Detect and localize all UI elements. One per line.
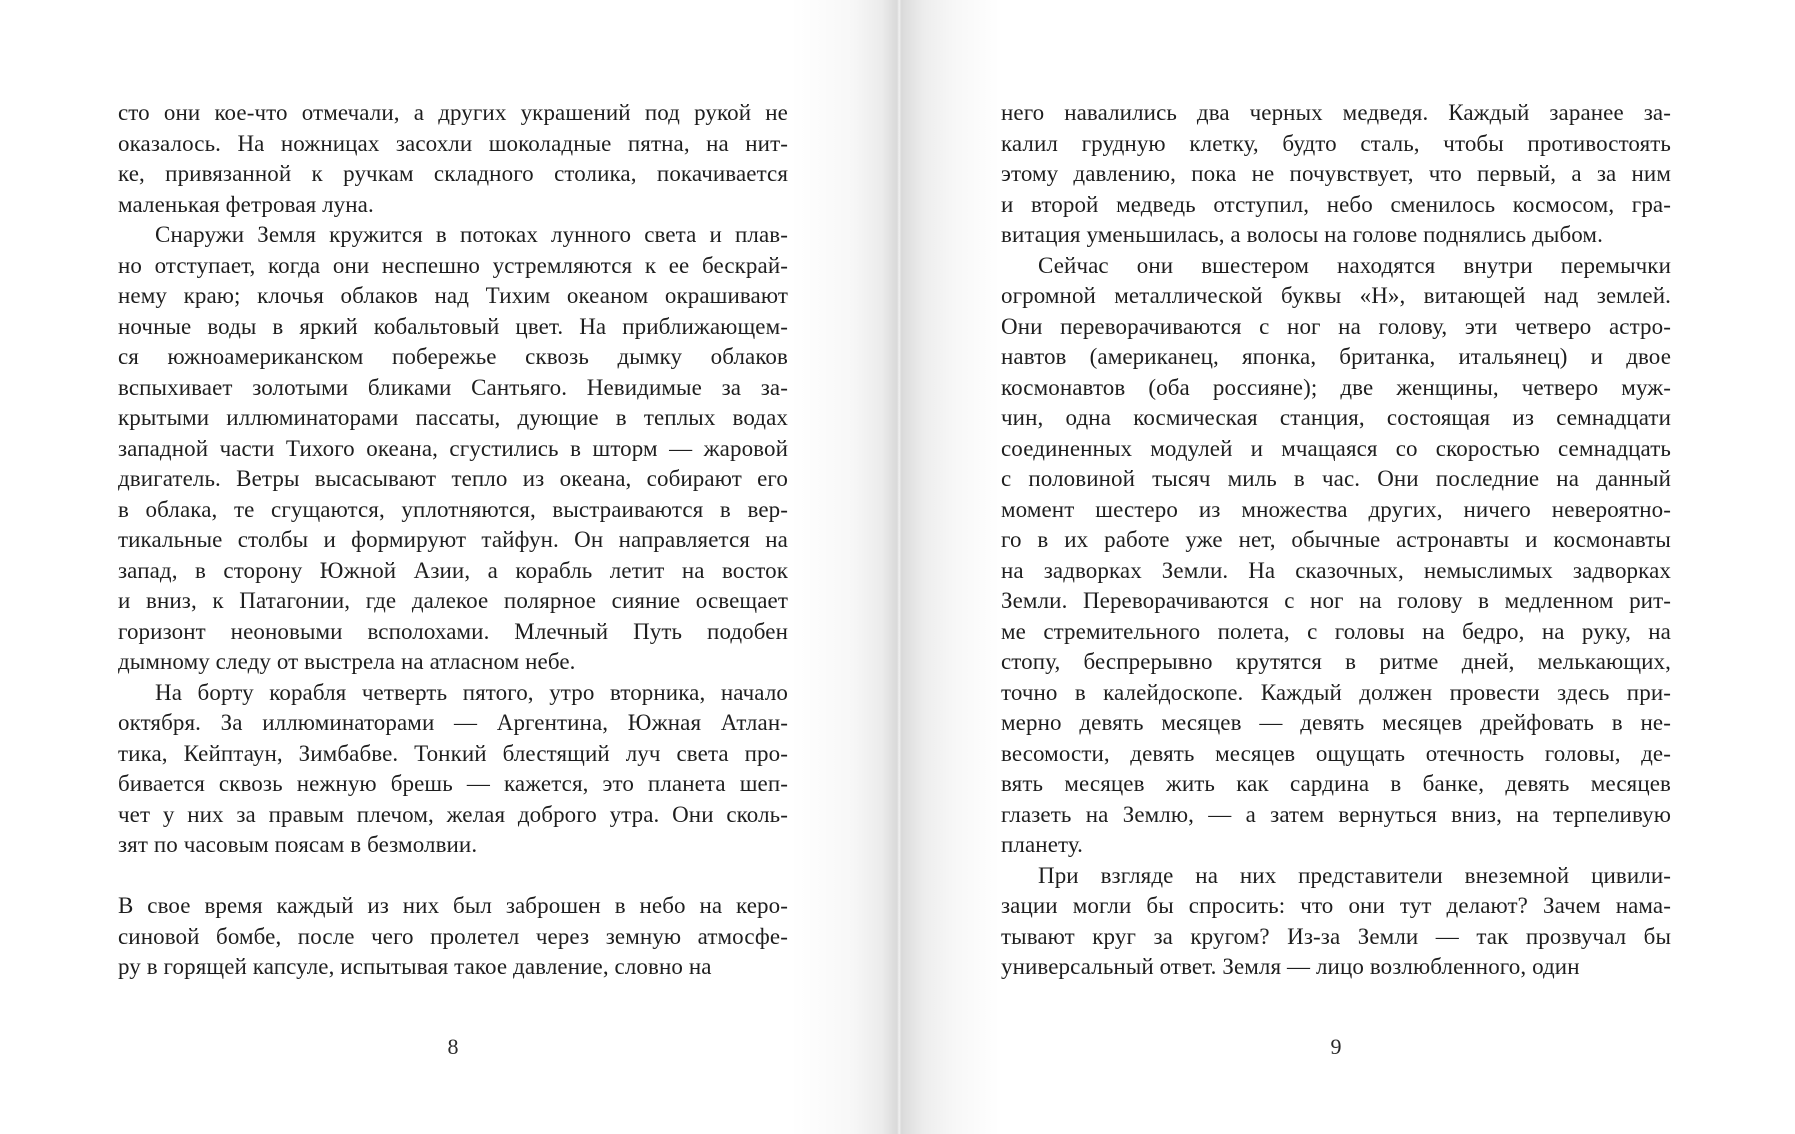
- page-left: [0, 0, 897, 1134]
- paragraph: [1001, 251, 1671, 861]
- text-line: сто они кое-что отмечали, а других украшений под рукой не: [118, 100, 788, 125]
- page-right: [898, 0, 1795, 1134]
- text-line: витация уменьшилась, а волосы на голове поднялись дыбом.: [1001, 222, 1603, 247]
- paragraph: [118, 98, 788, 220]
- text-line: запад, в сторону Южной Азии, а корабль летит на восток: [118, 557, 788, 583]
- text-line: ке, привязанной к ручкам складного столика, покачивается: [118, 161, 788, 186]
- text-line: чет у них за правым плечом, желая доброго утра. Они сколь-: [118, 801, 788, 827]
- text-line: бивается сквозь нежную брешь — кажется, это планета шеп-: [118, 771, 788, 796]
- text-line: огромной металлической буквы «Н», витающей над землей.: [1001, 283, 1671, 308]
- text-line: и второй медведь отступил, небо сменилось космосом, гра-: [1001, 191, 1671, 217]
- text-line: ме стремительного полета, с головы на бедро, на руку, на: [1001, 618, 1671, 644]
- text-column-right: [1001, 98, 1671, 983]
- page-number-left: 8: [447, 1034, 459, 1059]
- text-line: но отступает, когда они неспешно устремляются к ее бескрай-: [118, 252, 788, 278]
- text-line: чин, одна космическая станция, состоящая из семнадцати: [1001, 405, 1671, 430]
- text-line: в облака, те сгущаются, уплотняются, выстраиваются в вер-: [118, 496, 788, 522]
- text-line: этому давлению, пока не почувствует, что первый, а за ним: [1001, 161, 1671, 186]
- text-line: При взгляде на них представители внеземной цивили-: [1038, 862, 1671, 888]
- text-line: нему краю; клочья облаков над Тихим океаном окрашивают: [118, 283, 788, 308]
- text-line: глазеть на Землю, — а затем вернуться вниз, на терпеливую: [1001, 801, 1671, 827]
- text-line: крытыми иллюминаторами пассаты, дующие в теплых водах: [118, 405, 788, 430]
- paragraph: [1001, 98, 1671, 251]
- text-line: Сейчас они вшестером находятся внутри перемычки: [1038, 252, 1671, 278]
- paragraph: [118, 891, 788, 983]
- text-line: точно в калейдоскопе. Каждый должен провести здесь при-: [1001, 679, 1671, 705]
- text-line: тика, Кейптаун, Зимбабве. Тонкий блестящий луч света про-: [118, 740, 788, 766]
- paragraph: [118, 678, 788, 861]
- text-line: ру в горящей капсуле, испытывая такое давление, словно на: [118, 954, 712, 979]
- text-line: весомости, девять месяцев ощущать отечность головы, де-: [1001, 740, 1671, 766]
- text-line: на задворках Земли. На сказочных, немыслимых задворках: [1001, 557, 1671, 583]
- text-line: маленькая фетровая луна.: [118, 191, 374, 217]
- text-line: соединенных модулей и мчащаяся со скоростью семнадцать: [1001, 435, 1671, 461]
- text-line: На борту корабля четверть пятого, утро вторника, начало: [155, 679, 788, 705]
- text-line: стопу, беспрерывно крутятся в ритме дней, мелькающих,: [1001, 649, 1671, 674]
- text-line: ночные воды в яркий кобальтовый цвет. На приближающем-: [118, 313, 788, 339]
- text-line: оказалось. На ножницах засохли шоколадные пятна, на нит-: [118, 130, 788, 156]
- text-line: планету.: [1001, 832, 1084, 857]
- text-line: зации могли бы спросить: что они тут делают? Зачем нама-: [1001, 893, 1671, 918]
- text-line: зят по часовым поясам в безмолвии.: [118, 832, 478, 857]
- text-line: октября. За иллюминаторами — Аргентина, Южная Атлан-: [118, 710, 788, 735]
- paragraph: [1001, 861, 1671, 983]
- text-line: калил грудную клетку, будто сталь, чтобы противостоять: [1001, 130, 1671, 156]
- text-line: него навалились два черных медведя. Каждый заранее за-: [1001, 100, 1671, 125]
- text-line: западной части Тихого океана, сгустились в шторм — жаровой: [118, 435, 788, 461]
- text-line: космонавтов (оба россияне); две женщины, четверо муж-: [1001, 374, 1671, 400]
- paragraph: [118, 220, 788, 678]
- text-line: вять месяцев жить как сардина в банке, девять месяцев: [1001, 771, 1671, 796]
- text-line: тывают круг за кругом? Из-за Земли — так прозвучал бы: [1001, 923, 1671, 949]
- text-line: Снаружи Земля кружится в потоках лунного света и плав-: [155, 222, 788, 247]
- page-number-right: 9: [1330, 1034, 1342, 1059]
- text-line: ся южноамериканском побережье сквозь дымку облаков: [118, 344, 788, 369]
- text-line: момент шестеро из множества других, ничего невероятно-: [1001, 496, 1671, 522]
- text-line: двигатель. Ветры высасывают тепло из океана, собирают его: [118, 466, 788, 491]
- text-line: и вниз, к Патагонии, где далекое полярное сияние освещает: [118, 588, 788, 613]
- text-line: с половиной тысяч миль в час. Они последние на данный: [1001, 466, 1671, 491]
- text-line: мерно девять месяцев — девять месяцев дрейфовать в не-: [1001, 710, 1671, 735]
- text-line: В свое время каждый из них был заброшен в небо на керо-: [118, 893, 788, 918]
- text-line: тикальные столбы и формируют тайфун. Он направляется на: [118, 527, 788, 552]
- text-line: универсальный ответ. Земля — лицо возлюбленного, один: [1001, 954, 1580, 979]
- text-column-left: [118, 98, 788, 983]
- text-line: Они переворачиваются с ног на голову, эти четверо астро-: [1001, 313, 1671, 339]
- text-line: навтов (американец, японка, британка, итальянец) и двое: [1001, 344, 1671, 369]
- text-line: дымному следу от выстрела на атласном небе.: [118, 649, 576, 674]
- text-line: горизонт неоновыми всполохами. Млечный Путь подобен: [118, 618, 788, 644]
- text-line: Земли. Переворачиваются с ног на голову в медленном рит-: [1001, 588, 1671, 613]
- text-line: го в их работе уже нет, обычные астронавты и космонавты: [1001, 527, 1671, 552]
- text-line: синовой бомбе, после чего пролетел через земную атмосфе-: [118, 923, 788, 949]
- text-line: вспыхивает золотыми бликами Сантьяго. Невидимые за за-: [118, 374, 788, 400]
